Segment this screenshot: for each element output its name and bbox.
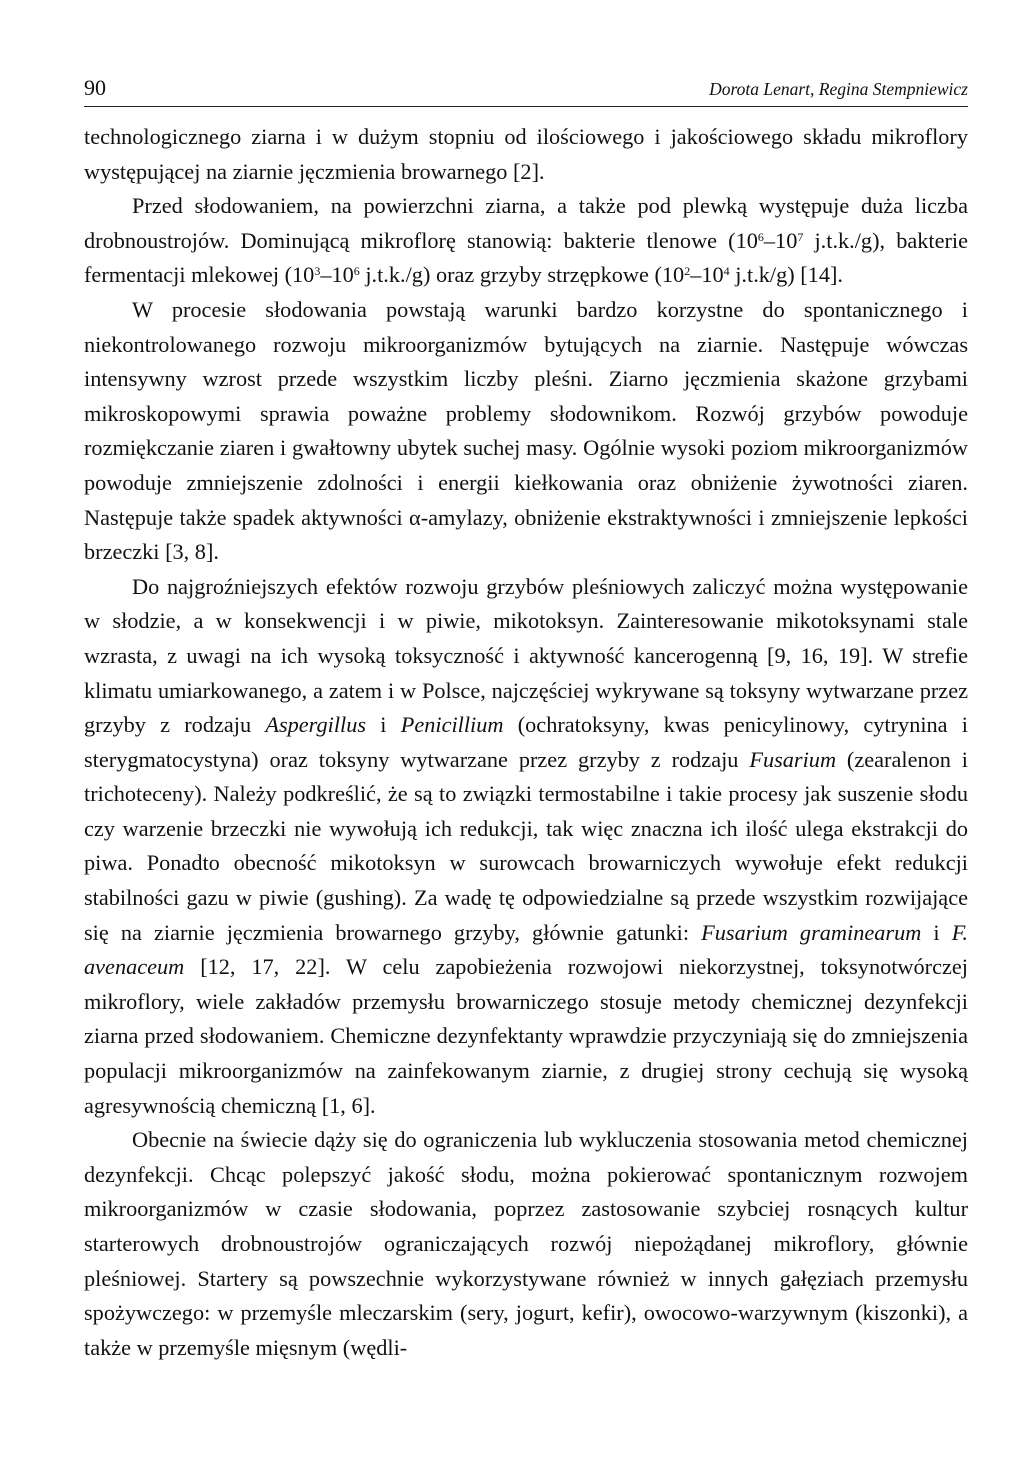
text-span: i — [366, 712, 401, 738]
genus-name: Aspergillus — [265, 712, 367, 738]
text-span: –10 — [320, 262, 354, 288]
page-number: 90 — [84, 75, 106, 100]
text-span: Do najgroźniejszych efektów rozwoju grzybów pleśniowych zaliczyć można występowanie w słodzie, a w konsekwencji i w piwie, mikotoksyn. Zainteresowanie mikotoksynami stale wzrasta, z uwagi na ich wysoką toksyczność i aktywność kancerogenną [9, 16, 19]. W strefie klimatu umiarkowanego, a zatem i w Polsce, najczęściej wykrywane są toksyny wytwarzane przez grzyby z rodzaju — [84, 573, 968, 738]
superscript: 2 — [684, 264, 691, 279]
text-span: Przed słodowaniem, na powierzchni ziarna, a także pod plewką występuje duża liczba drobnoustrojów. Dominującą mikroflorę stanowią: bakterie tlenowe (10 — [84, 193, 968, 253]
page-header — [84, 74, 968, 107]
text-span: j.t.k./g), bakterie fermentacji mlekowej (10 — [84, 227, 968, 288]
superscript: 6 — [757, 229, 764, 244]
text-span: j.t.k/g) [14]. — [729, 262, 843, 288]
text-span: j.t.k./g) oraz grzyby strzępkowe (10 — [359, 262, 685, 288]
body-text — [84, 120, 968, 1365]
paragraph-5: Obecnie na świecie dąży się do ograniczenia lub wykluczenia stosowania metod chemicznej dezynfekcji. Chcąc polepszyć jakość słodu, można pokierować spontanicznym rozwojem mikroorganizmów w czasie słodowania, poprzez zastosowanie szybciej rosnących kultur starterowych drobnoustrojów ograniczających rozwój niepożądanej mikroflory, głównie pleśniowej. Startery są powszechnie wykorzystywane również w innych gałęziach przemysłu spożywczego: w przemyśle mleczarskim (sery, jogurt, kefir), owocowo-warzywnym (kiszonki), a także w przemyśle mięsnym (wędli- — [84, 1127, 968, 1360]
species-name: F. avenaceum — [84, 919, 969, 980]
superscript: 4 — [723, 264, 730, 279]
superscript: 3 — [314, 264, 321, 279]
running-head-authors: Dorota Lenart, Regina Stempniewicz — [709, 79, 968, 99]
text-span: –10 — [763, 227, 798, 253]
text-span: –10 — [690, 262, 724, 288]
paragraph-3: W procesie słodowania powstają warunki bardzo korzystne do spontanicznego i niekontrolowanego rozwoju mikroorganizmów bytujących na ziarnie. Następuje wówczas intensywny wzrost przede wszystkim liczby pleśni. Ziarno jęczmienia skażone grzybami mikroskopowymi sprawia poważne problemy słodownikom. Rozwój grzybów powoduje rozmiękczanie ziaren i gwałtowny ubytek suchej masy. Ogólnie wysoki poziom mikroorganizmów powoduje zmniejszenie zdolności i energii kiełkowania oraz obniżenie żywotności ziaren. Następuje także spadek aktywności α-amylazy, obniżenie ekstraktywności i zmniejszenie lepkości brzeczki [3, 8]. — [84, 296, 968, 565]
genus-name: Penicillium — [400, 712, 504, 738]
species-name: Fusarium graminearum — [701, 919, 922, 945]
superscript: 7 — [797, 229, 804, 244]
text-span: (zearalenon i trichoteceny). Należy podkreślić, że są to związki termostabilne i takie procesy jak suszenie słodu czy warzenie brzeczki nie wywołują ich redukcji, tak więc znaczna ich ilość ulega ekstrakcji do piwa. Ponadto obecność mikotoksyn w surowcach browarniczych wywołuje efekt redukcji stabilności gazu w piwie (gushing). Za wadę tę odpowiedzialne są przede wszystkim rozwijające się na ziarnie jęczmienia browarnego grzyby, głównie gatunki: — [84, 746, 968, 945]
paragraph-4 — [84, 570, 968, 1124]
genus-name: Fusarium — [749, 746, 837, 772]
text-span: (ochratoksyny, kwas penicylinowy, cytrynina i sterygmatocystyna) oraz toksyny wytwarzane przez grzyby z rodzaju — [84, 712, 968, 772]
text-span: [12, 17, 22]. W celu zapobieżenia rozwojowi niekorzystnej, toksynotwórczej mikroflory, wiele zakładów przemysłu browarniczego stosuje metody chemicznej dezynfekcji ziarna przed słodowaniem. Chemiczne dezynfektanty wprawdzie przyczyniają się do zmniejszenia populacji mikroorganizmów na zainfekowanym ziarnie, z drugiej strony cechują się wysoką agresywnością chemiczną [1, 6]. — [84, 954, 968, 1118]
paragraph-2 — [84, 189, 968, 293]
paragraph-1: technologicznego ziarna i w dużym stopniu od ilościowego i jakościowego składu mikroflory występującej na ziarnie jęczmienia browarnego [2]. — [84, 124, 968, 184]
text-span: i — [921, 919, 952, 945]
superscript: 6 — [353, 264, 360, 279]
